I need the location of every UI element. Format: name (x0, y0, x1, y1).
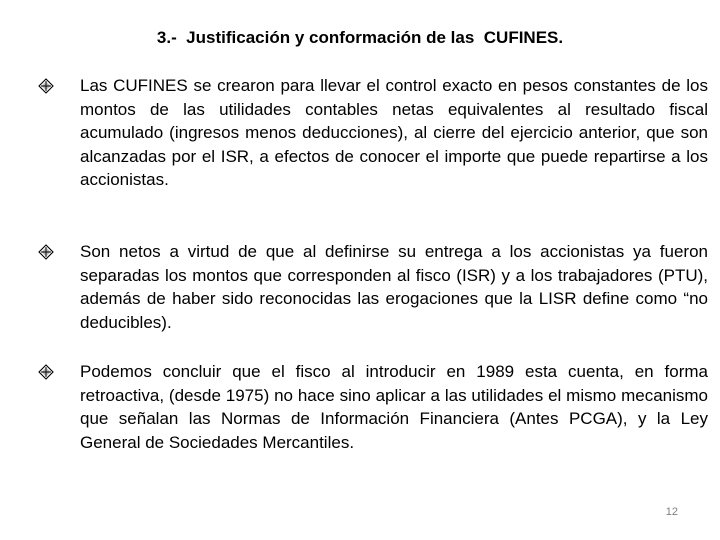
diamond-bullet-icon (38, 364, 54, 380)
bullet-text: Son netos a virtud de que al definirse su entrega a los accionistas ya fueron separadas los montos que corresponden al fisco (ISR) y a los trabajadores (PTU), además de haber sido reconocidas las erogaciones que la LISR define como “no deducibles). (80, 242, 708, 332)
bullet-text: Podemos concluir que el fisco al introducir en 1989 esta cuenta, en forma retroactiva, (desde 1975) no hace sino aplicar a las utilidades el mismo mecanismo que señalan las Normas de Información Financiera (Antes PCGA), y la Ley General de Sociedades Mercantiles. (80, 362, 708, 452)
slide-title: 3.- Justificación y conformación de las CUFINES. (156, 28, 564, 47)
diamond-bullet-icon (38, 78, 54, 94)
diamond-bullet-icon (38, 244, 54, 260)
page-number: 12 (665, 506, 678, 518)
bullet-text: Las CUFINES se crearon para llevar el control exacto en pesos constantes de los montos de las utilidades contables netas equivalentes al resultado fiscal acumulado (ingresos menos deducciones), al cierre del ejercicio anterior, que son alcanzadas por el ISR, a efectos de conocer el importe que puede repartirse a los accionistas. (80, 76, 708, 190)
